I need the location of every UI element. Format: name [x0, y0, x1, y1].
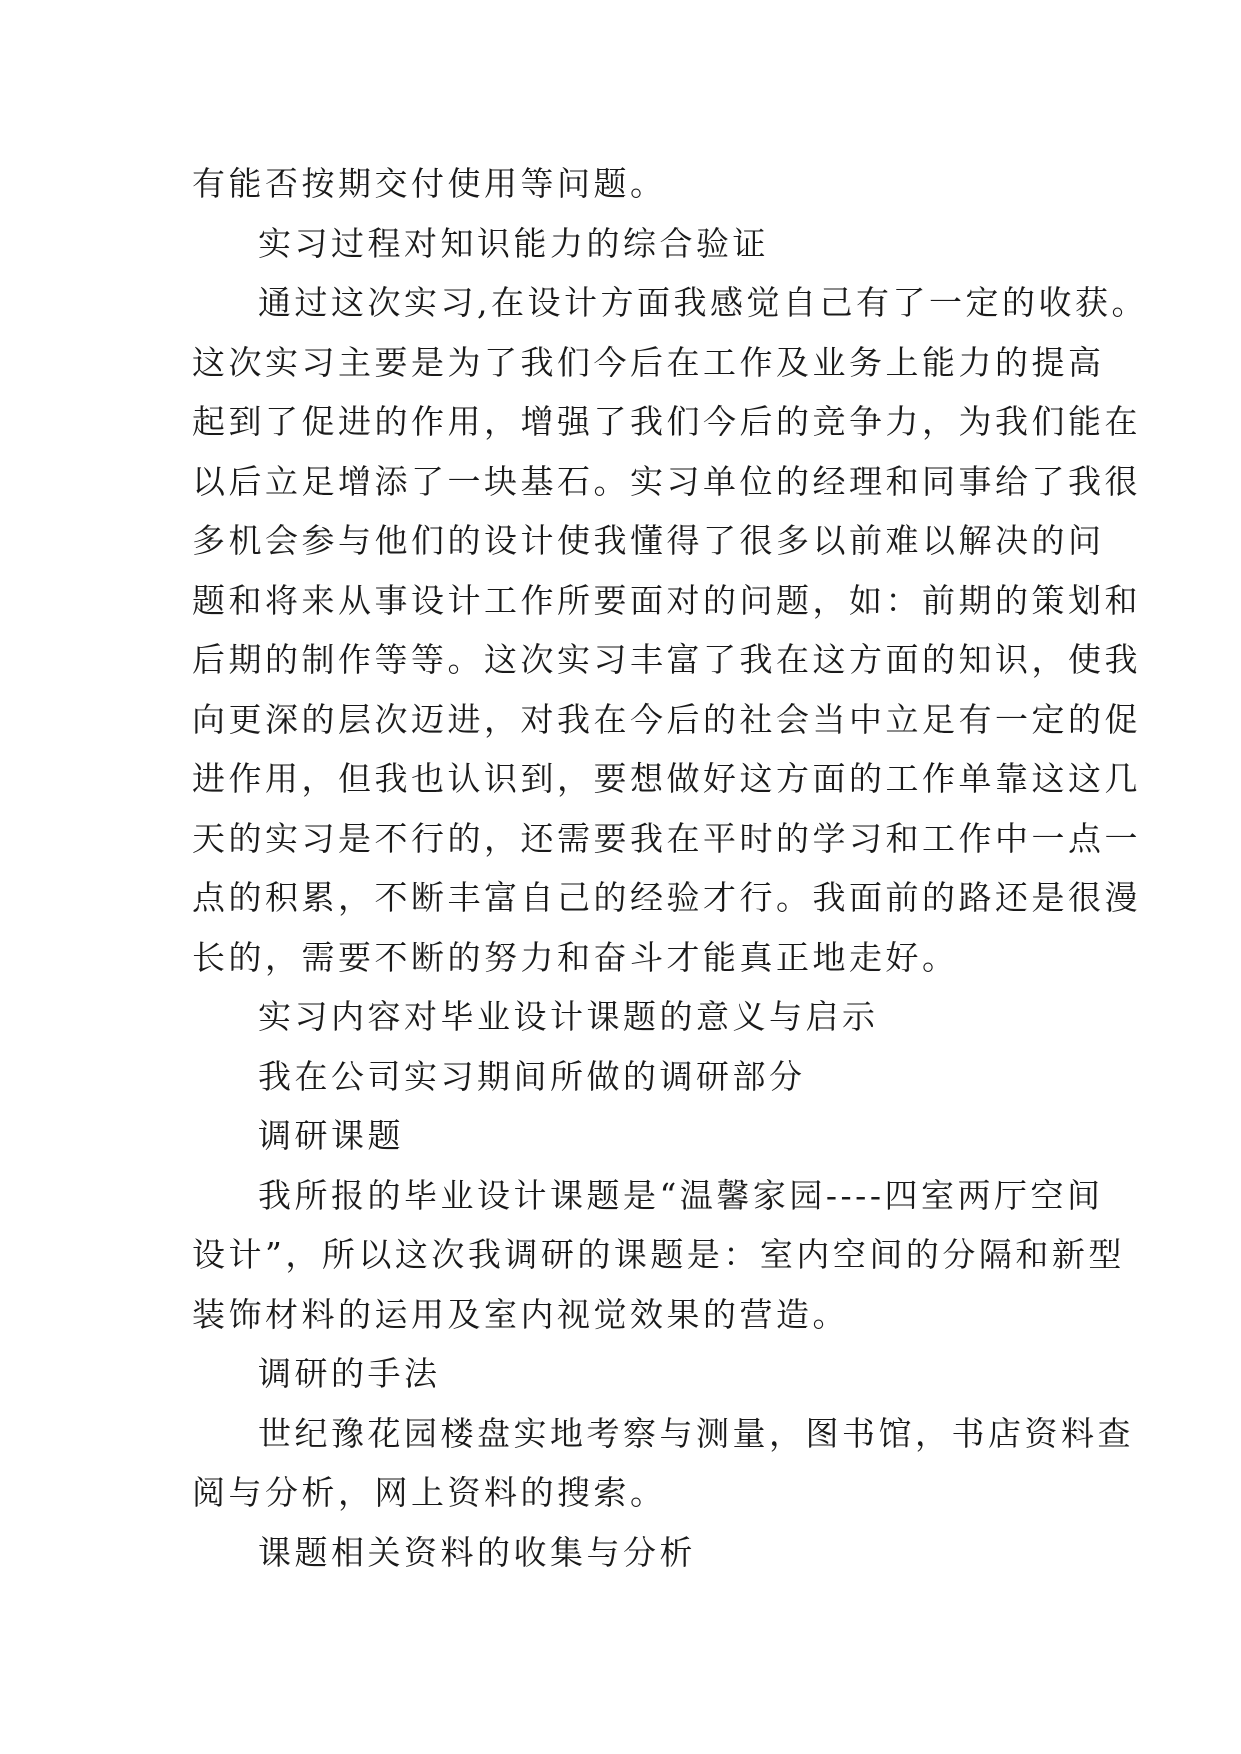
- text-line: 起到了促进的作用，增强了我们今后的竞争力，为我们能在: [192, 402, 1141, 441]
- text-line: 设计”，所以这次我调研的课题是：室内空间的分隔和新型: [192, 1235, 1125, 1274]
- text-line: 长的，需要不断的努力和奋斗才能真正地走好。: [192, 937, 959, 977]
- text-line: 通过这次实习,在设计方面我感觉自己有了一定的收获。: [258, 283, 1148, 322]
- text-line: 题和将来从事设计工作所要面对的问题，如：前期的策划和: [192, 580, 1141, 620]
- text-line: 向更深的层次迈进，对我在今后的社会当中立足有一定的促: [192, 699, 1141, 739]
- text-line: 天的实习是不行的，还需要我在平时的学习和工作中一点一: [192, 818, 1141, 858]
- text-line: 阅与分析，网上资料的搜索。: [192, 1473, 667, 1512]
- text-line: 这次实习主要是为了我们今后在工作及业务上能力的提高: [192, 342, 1105, 382]
- section-heading: 实习内容对毕业设计课题的意义与启示: [258, 997, 879, 1036]
- section-heading: 课题相关资料的收集与分析: [258, 1532, 696, 1572]
- text-line: 多机会参与他们的设计使我懂得了很多以前难以解决的问: [192, 521, 1105, 560]
- text-line: 装饰材料的运用及室内视觉效果的营造。: [192, 1294, 849, 1334]
- text-line: 以后立足增添了一块基石。实习单位的经理和同事给了我很: [192, 461, 1141, 501]
- document-body: [192, 154, 1148, 1582]
- section-heading: 实习过程对知识能力的综合验证: [258, 223, 769, 263]
- text-line: 有能否按期交付使用等问题。: [192, 164, 667, 203]
- text-line: 世纪豫花园楼盘实地考察与测量，图书馆，书店资料查: [258, 1413, 1134, 1453]
- section-heading: 我在公司实习期间所做的调研部分: [258, 1056, 806, 1096]
- section-heading: 调研的手法: [258, 1354, 441, 1393]
- section-heading: 调研课题: [258, 1116, 404, 1155]
- text-line: 进作用，但我也认识到，要想做好这方面的工作单靠这这几: [192, 759, 1141, 798]
- text-line: 点的积累，不断丰富自己的经验才行。我面前的路还是很漫: [192, 878, 1141, 917]
- text-line: 后期的制作等等。这次实习丰富了我在这方面的知识，使我: [192, 640, 1141, 679]
- text-line: 我所报的毕业设计课题是“温馨家园----四室两厅空间: [258, 1175, 1104, 1215]
